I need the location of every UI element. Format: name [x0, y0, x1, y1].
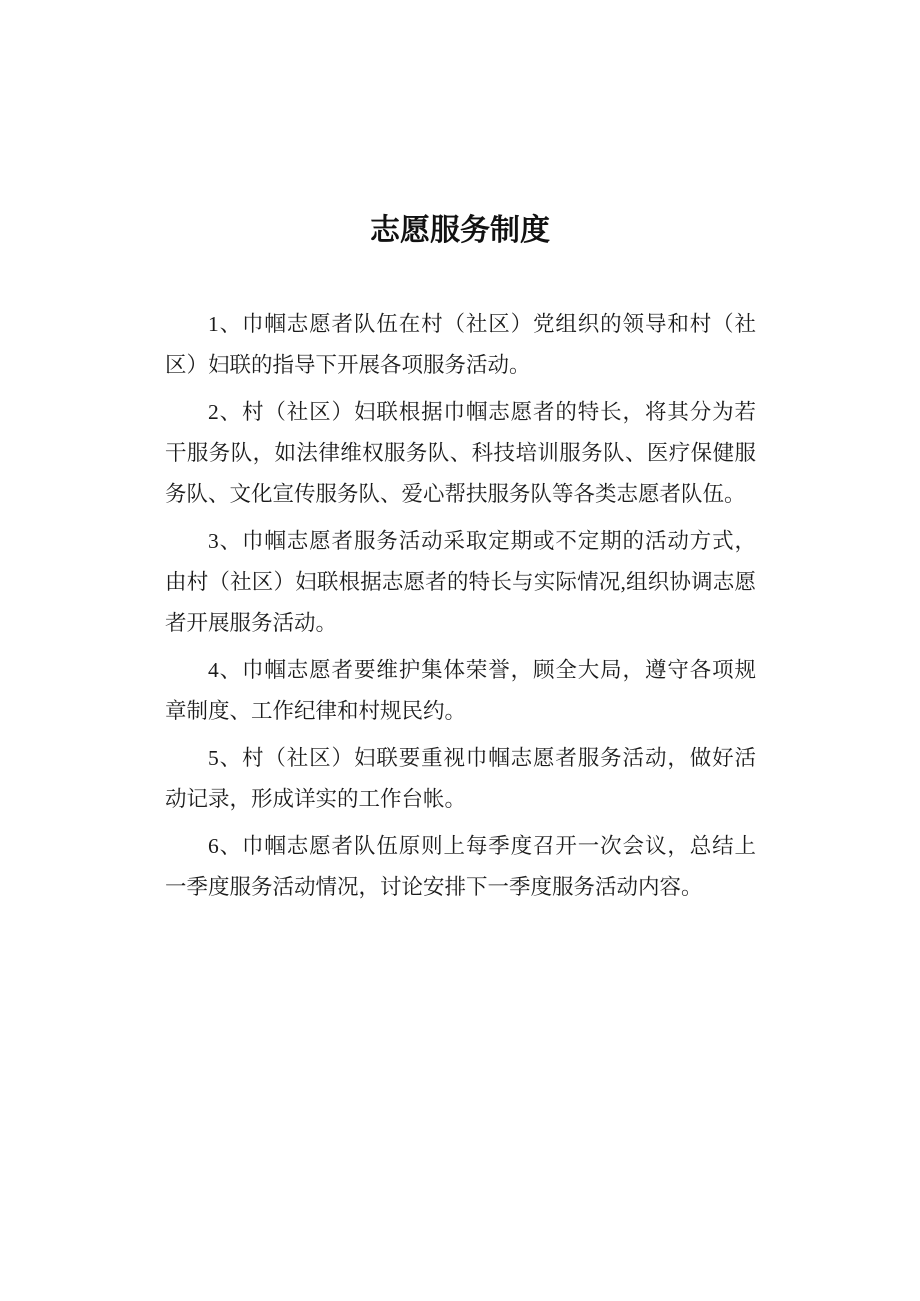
paragraph	[165, 392, 756, 515]
paragraph	[165, 521, 756, 644]
paragraph	[165, 738, 756, 820]
paragraph	[165, 304, 756, 386]
text-line: 4、巾帼志愿者要维护集体荣誉，顾全大局，遵守各项规	[208, 658, 756, 682]
text-line: 2、村（社区）妇联根据巾帼志愿者的特长，将其分为若	[208, 400, 756, 424]
text-line: 务队、文化宣传服务队、爱心帮扶服务队等各类志愿者队伍。	[165, 482, 746, 506]
text-line: 区）妇联的指导下开展各项服务活动。	[165, 353, 531, 377]
text-line: 1、巾帼志愿者队伍在村（社区）党组织的领导和村（社	[208, 312, 756, 336]
paragraph	[165, 650, 756, 732]
document-title: 志愿服务制度	[370, 214, 550, 247]
paragraph	[165, 826, 756, 908]
text-line: 者开展服务活动。	[165, 611, 338, 635]
text-line: 由村（社区）妇联根据志愿者的特长与实际情况,组织协调志愿	[165, 570, 756, 594]
text-line: 一季度服务活动情况，讨论安排下一季度服务活动内容。	[165, 875, 703, 899]
document-body	[165, 304, 756, 908]
text-line: 干服务队，如法律维权服务队、科技培训服务队、医疗保健服	[165, 441, 756, 465]
text-line: 章制度、工作纪律和村规民约。	[165, 699, 467, 723]
text-line: 5、村（社区）妇联要重视巾帼志愿者服务活动，做好活	[208, 746, 756, 770]
text-line: 3、巾帼志愿者服务活动采取定期或不定期的活动方式，	[208, 529, 756, 553]
text-line: 6、巾帼志愿者队伍原则上每季度召开一次会议，总结上	[208, 834, 756, 858]
text-line: 动记录，形成详实的工作台帐。	[165, 787, 467, 811]
